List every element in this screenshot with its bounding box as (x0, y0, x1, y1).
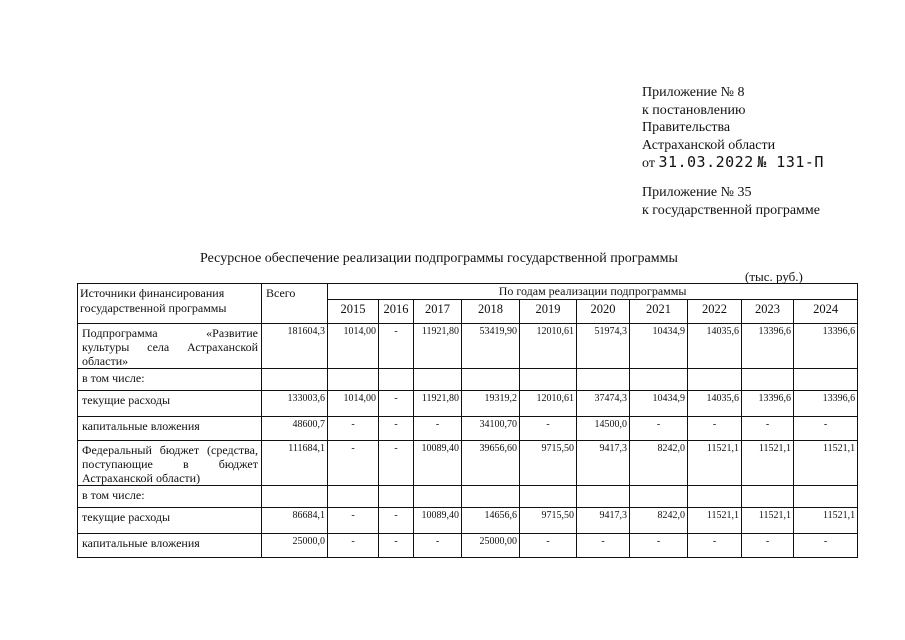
year-value: - (630, 534, 688, 558)
year-value: 11521,1 (794, 441, 858, 486)
row-label: текущие расходы (78, 508, 262, 534)
row-total: 48600,7 (262, 417, 328, 441)
header-year: 2021 (630, 300, 688, 324)
year-value (520, 486, 577, 508)
year-value (379, 369, 414, 391)
year-value (414, 486, 462, 508)
year-value: 1014,00 (328, 391, 379, 417)
header-year: 2023 (742, 300, 794, 324)
year-value: 10089,40 (414, 508, 462, 534)
year-value (462, 486, 520, 508)
header-year: 2016 (379, 300, 414, 324)
year-value: 12010,61 (520, 324, 577, 369)
appendix-8-line: Приложение № 8 (642, 85, 745, 100)
header-year: 2015 (328, 300, 379, 324)
table-row (78, 369, 858, 391)
year-value: 8242,0 (630, 441, 688, 486)
year-value: - (688, 417, 742, 441)
year-value: 13396,6 (742, 324, 794, 369)
row-total (262, 486, 328, 508)
year-value: 9715,50 (520, 508, 577, 534)
year-value: - (379, 417, 414, 441)
year-value: 14656,6 (462, 508, 520, 534)
appendix-35-line: к государственной программе (642, 202, 820, 218)
table-row (78, 441, 858, 486)
year-value (742, 486, 794, 508)
year-value (462, 369, 520, 391)
row-label: капитальные вложения (78, 417, 262, 441)
year-value (794, 369, 858, 391)
appendix-35-line: Приложение № 35 (642, 185, 752, 200)
year-value: 12010,61 (520, 391, 577, 417)
row-total (262, 369, 328, 391)
year-value (328, 486, 379, 508)
year-value (630, 369, 688, 391)
year-value (577, 486, 630, 508)
header-year: 2019 (520, 300, 577, 324)
row-total: 111684,1 (262, 441, 328, 486)
year-value: - (414, 534, 462, 558)
header-year: 2022 (688, 300, 742, 324)
row-label: Подпрограмма «Развитие культуры села Астраханской области» (78, 324, 262, 369)
year-value: - (379, 534, 414, 558)
year-value: 34100,70 (462, 417, 520, 441)
year-value: - (688, 534, 742, 558)
appendix-35-block (642, 184, 820, 219)
year-value: - (520, 417, 577, 441)
header-by-years: По годам реализации подпрограммы (328, 284, 858, 300)
decree-number: № 131-П (757, 153, 824, 171)
year-value: 8242,0 (630, 508, 688, 534)
year-value: 14500,0 (577, 417, 630, 441)
year-value: 10089,40 (414, 441, 462, 486)
header-total: Всего (262, 284, 328, 324)
year-value: 9417,3 (577, 508, 630, 534)
header-source: Источники финансирования государственной программы (78, 284, 262, 324)
year-value: 11521,1 (688, 508, 742, 534)
year-value (688, 369, 742, 391)
year-value: - (328, 417, 379, 441)
year-value: 11521,1 (742, 441, 794, 486)
year-value (630, 486, 688, 508)
header-year: 2024 (794, 300, 858, 324)
year-value: - (379, 508, 414, 534)
year-value: - (794, 417, 858, 441)
year-value (688, 486, 742, 508)
year-value: - (742, 534, 794, 558)
appendix-8-line: к постановлению (642, 102, 746, 118)
header-year: 2017 (414, 300, 462, 324)
year-value: - (794, 534, 858, 558)
year-value: 11521,1 (742, 508, 794, 534)
decree-date-line (642, 154, 824, 173)
year-value (379, 486, 414, 508)
table-row (78, 486, 858, 508)
year-value (328, 369, 379, 391)
year-value: 9715,50 (520, 441, 577, 486)
row-total: 181604,3 (262, 324, 328, 369)
decree-date: 31.03.2022 (658, 153, 754, 171)
year-value: 19319,2 (462, 391, 520, 417)
appendix-8-block (642, 84, 824, 173)
year-value: 10434,9 (630, 324, 688, 369)
row-label: Федеральный бюджет (средства, поступающие в бюджет Астраханской области) (78, 441, 262, 486)
row-total: 25000,0 (262, 534, 328, 558)
table-row (78, 534, 858, 558)
year-value: - (630, 417, 688, 441)
row-label: капитальные вложения (78, 534, 262, 558)
year-value: 14035,6 (688, 324, 742, 369)
document-title: Ресурсное обеспечение реализации подпрограммы государственной программы (200, 251, 678, 266)
year-value (520, 369, 577, 391)
units-label: (тыс. руб.) (745, 269, 803, 284)
year-value: 53419,90 (462, 324, 520, 369)
year-value: - (328, 534, 379, 558)
year-value: 11521,1 (794, 508, 858, 534)
year-value: 13396,6 (794, 391, 858, 417)
header-year: 2020 (577, 300, 630, 324)
row-total: 133003,6 (262, 391, 328, 417)
table-row (78, 391, 858, 417)
row-label: в том числе: (78, 486, 262, 508)
year-value: 14035,6 (688, 391, 742, 417)
year-value: - (328, 441, 379, 486)
year-value: - (414, 417, 462, 441)
year-value: - (742, 417, 794, 441)
year-value: 1014,00 (328, 324, 379, 369)
year-value: - (328, 508, 379, 534)
year-value: 25000,00 (462, 534, 520, 558)
year-value: 37474,3 (577, 391, 630, 417)
year-value (414, 369, 462, 391)
year-value: 11521,1 (688, 441, 742, 486)
year-value: 11921,80 (414, 391, 462, 417)
row-label: в том числе: (78, 369, 262, 391)
appendix-8-line: Астраханской области (642, 137, 776, 153)
year-value: 51974,3 (577, 324, 630, 369)
year-value: - (520, 534, 577, 558)
year-value: - (379, 391, 414, 417)
year-value: 11921,80 (414, 324, 462, 369)
year-value: 10434,9 (630, 391, 688, 417)
table-row (78, 417, 858, 441)
year-value (742, 369, 794, 391)
row-total: 86684,1 (262, 508, 328, 534)
appendix-8-line: Правительства (642, 120, 731, 135)
date-prefix: от (642, 156, 655, 171)
year-value: 13396,6 (794, 324, 858, 369)
year-value (577, 369, 630, 391)
year-value: 9417,3 (577, 441, 630, 486)
resource-table (77, 283, 858, 558)
year-value: 13396,6 (742, 391, 794, 417)
row-label: текущие расходы (78, 391, 262, 417)
table-row (78, 508, 858, 534)
year-value: - (379, 441, 414, 486)
year-value (794, 486, 858, 508)
header-year: 2018 (462, 300, 520, 324)
year-value: - (577, 534, 630, 558)
year-value: 39656,60 (462, 441, 520, 486)
year-value: - (379, 324, 414, 369)
table-row (78, 324, 858, 369)
